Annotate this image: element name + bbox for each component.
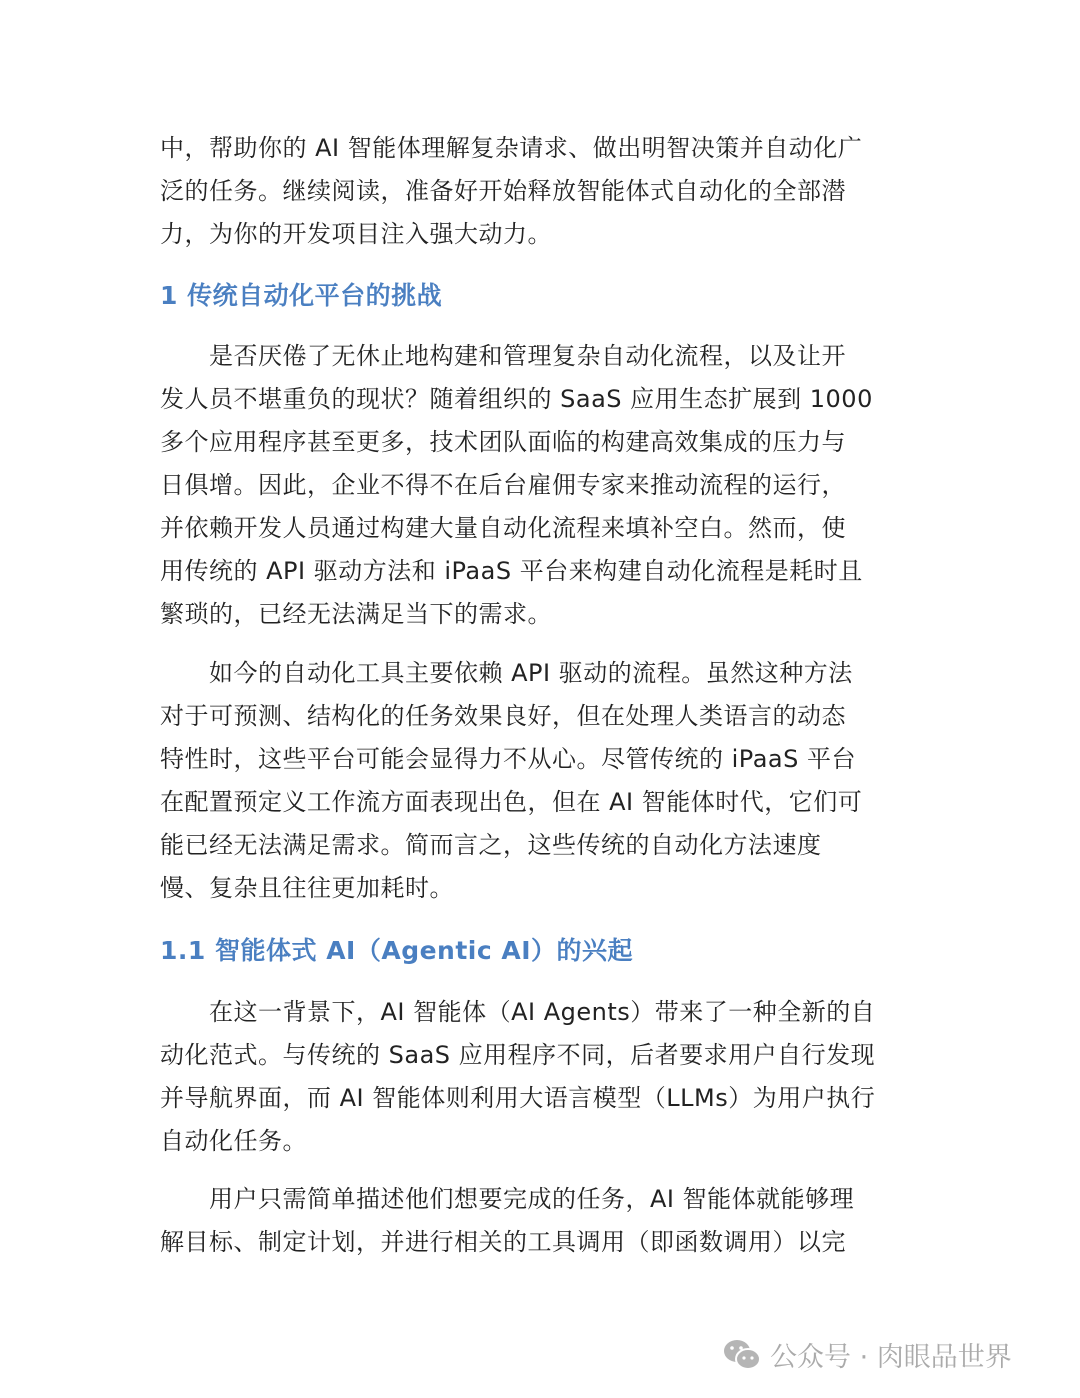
para1-line: 并依赖开发人员通过构建大量自动化流程来填补空白。然而，使: [160, 514, 846, 542]
wechat-icon: [722, 1338, 762, 1372]
para2-line: 能已经无法满足需求。简而言之，这些传统的自动化方法速度: [160, 831, 822, 859]
para3-line: 在这一背景下，AI 智能体（AI Agents）带来了一种全新的自: [160, 998, 876, 1026]
section-heading: 1 传统自动化平台的挑战: [160, 281, 443, 310]
para2-line: 在配置预定义工作流方面表现出色，但在 AI 智能体时代，它们可: [160, 788, 863, 816]
para3-line: 动化范式。与传统的 SaaS 应用程序不同，后者要求用户自行发现: [160, 1041, 876, 1069]
para2-line: 如今的自动化工具主要依赖 API 驱动的流程。虽然这种方法: [160, 659, 853, 687]
intro-line: 泛的任务。继续阅读，准备好开始释放智能体式自动化的全部潜: [160, 177, 846, 205]
para3-line: 自动化任务。: [160, 1127, 307, 1155]
intro-line: 力，为你的开发项目注入强大动力。: [160, 220, 552, 248]
para4-line: 用户只需简单描述他们想要完成的任务，AI 智能体就能够理: [160, 1185, 855, 1213]
subsection-heading: 1.1 智能体式 AI（Agentic AI）的兴起: [160, 936, 634, 965]
para3-line: 并导航界面，而 AI 智能体则利用大语言模型（LLMs）为用户执行: [160, 1084, 876, 1112]
para1-line: 发人员不堪重负的现状？随着组织的 SaaS 应用生态扩展到 1000: [160, 385, 873, 413]
para1-line: 是否厌倦了无休止地构建和管理复杂自动化流程，以及让开: [160, 342, 846, 370]
para4-line: 解目标、制定计划，并进行相关的工具调用（即函数调用）以完: [160, 1228, 846, 1256]
para1-line: 日俱增。因此，企业不得不在后台雇佣专家来推动流程的运行，: [160, 471, 846, 499]
watermark-text: 公众号 · 肉眼品世界: [770, 1342, 1012, 1373]
watermark: [722, 1335, 1012, 1374]
para2-line: 特性时，这些平台可能会显得力不从心。尽管传统的 iPaaS 平台: [160, 745, 856, 773]
para2-line: 慢、复杂且往往更加耗时。: [160, 874, 454, 902]
para1-line: 用传统的 API 驱动方法和 iPaaS 平台来构建自动化流程是耗时且: [160, 557, 863, 585]
para2-line: 对于可预测、结构化的任务效果良好，但在处理人类语言的动态: [160, 702, 846, 730]
para1-line: 多个应用程序甚至更多，技术团队面临的构建高效集成的压力与: [160, 428, 846, 456]
intro-line: 中，帮助你的 AI 智能体理解复杂请求、做出明智决策并自动化广: [160, 134, 863, 162]
para1-line: 繁琐的，已经无法满足当下的需求。: [160, 600, 552, 628]
